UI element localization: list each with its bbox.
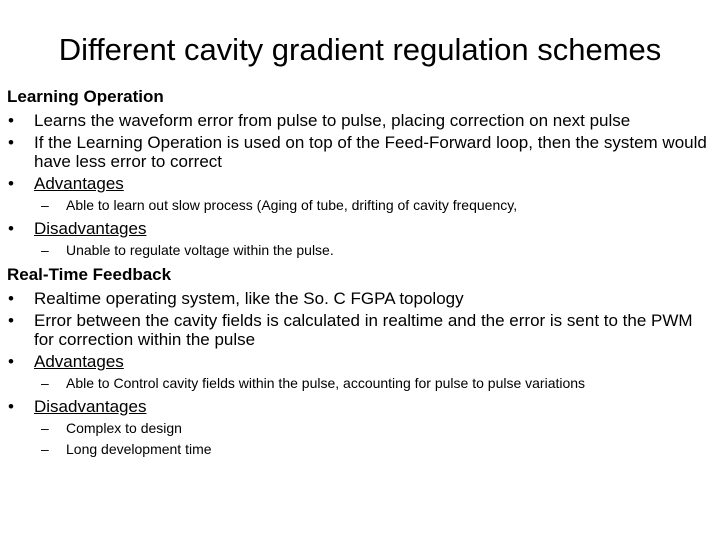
dash-icon: – <box>41 441 49 457</box>
sub-text: Long development time <box>66 441 212 457</box>
bullet-icon: • <box>8 174 14 193</box>
realtime-disadvantage-2 <box>7 439 713 460</box>
realtime-disadvantage-1 <box>7 418 713 439</box>
disadvantages-label: Disadvantages <box>34 397 147 416</box>
learning-bullet-2 <box>7 133 713 171</box>
realtime-disadvantages <box>7 397 713 416</box>
realtime-bullet-1 <box>7 289 713 308</box>
realtime-advantages <box>7 352 713 371</box>
bullet-icon: • <box>8 352 14 371</box>
dash-icon: – <box>41 375 49 391</box>
bullet-icon: • <box>8 397 14 416</box>
realtime-advantage-1 <box>7 373 713 394</box>
advantages-label: Advantages <box>34 174 124 193</box>
learning-advantages <box>7 174 713 193</box>
bullet-icon: • <box>8 111 14 130</box>
sub-text: Able to learn out slow process (Aging of tube, drifting of cavity frequency, <box>66 197 518 213</box>
bullet-icon: • <box>8 133 14 152</box>
bullet-text: Realtime operating system, like the So. C FGPA topology <box>34 289 464 308</box>
sub-text: Unable to regulate voltage within the pulse. <box>66 242 334 258</box>
advantages-label: Advantages <box>34 352 124 371</box>
learning-advantage-1 <box>7 195 713 216</box>
learning-disadvantages <box>7 219 713 238</box>
disadvantages-label: Disadvantages <box>34 219 147 238</box>
dash-icon: – <box>41 420 49 436</box>
bullet-icon: • <box>8 289 14 308</box>
bullet-icon: • <box>8 311 14 330</box>
learning-heading: Learning Operation <box>7 87 164 106</box>
bullet-text: If the Learning Operation is used on top of the Feed-Forward loop, then the system would have less error to correct <box>34 133 707 171</box>
learning-disadvantage-1 <box>7 240 713 261</box>
bullet-text: Learns the waveform error from pulse to pulse, placing correction on next pulse <box>34 111 631 130</box>
slide-title: Different cavity gradient regulation schemes <box>58 32 662 67</box>
bullet-text: Error between the cavity fields is calculated in realtime and the error is sent to the PWM for correction within the pulse <box>34 311 693 349</box>
bullet-icon: • <box>8 219 14 238</box>
sub-text: Able to Control cavity fields within the pulse, accounting for pulse to pulse variations <box>66 375 586 391</box>
dash-icon: – <box>41 197 49 213</box>
dash-icon: – <box>41 242 49 258</box>
realtime-heading: Real-Time Feedback <box>7 265 172 284</box>
slide-body <box>7 86 713 460</box>
learning-bullet-1 <box>7 111 713 130</box>
sub-text: Complex to design <box>66 420 182 436</box>
realtime-bullet-2 <box>7 311 713 349</box>
